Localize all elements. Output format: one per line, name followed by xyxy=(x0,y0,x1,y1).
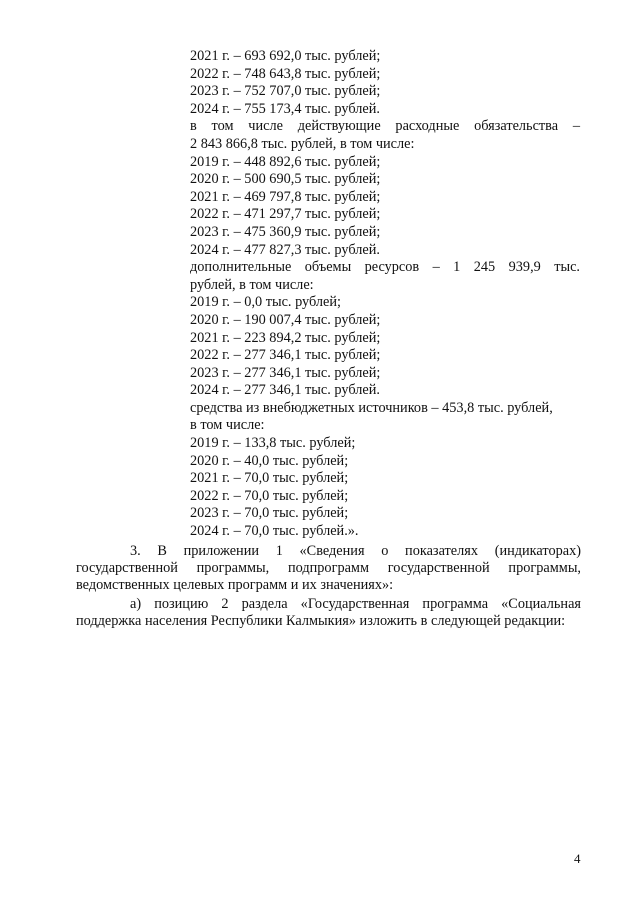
list-line: 2019 г. – 0,0 тыс. рублей; xyxy=(190,294,342,311)
paragraph-3: 3. В приложении 1 «Сведения о показателях (индикаторах) государственной программы, подпрограмм государственной программы, ведомственных целевых программ и их значениях»: xyxy=(76,543,581,594)
list-line: 2019 г. – 133,8 тыс. рублей; xyxy=(190,435,356,452)
list-line: 2022 г. – 748 643,8 тыс. рублей; xyxy=(190,65,381,82)
list-line: 2020 г. – 40,0 тыс. рублей; xyxy=(190,452,349,469)
list-line: 2024 г. – 277 346,1 тыс. рублей. xyxy=(190,382,380,399)
list-line: 2024 г. – 477 827,3 тыс. рублей. xyxy=(190,241,380,258)
list-line: 2021 г. – 693 692,0 тыс. рублей; xyxy=(190,48,381,64)
list-line: 2020 г. – 500 690,5 тыс. рублей; xyxy=(190,171,381,188)
additional-resources-total: рублей, в том числе: xyxy=(190,276,314,293)
list-line: 2023 г. – 475 360,9 тыс. рублей; xyxy=(190,223,381,240)
financing-list xyxy=(190,48,580,541)
list-line: 2023 г. – 277 346,1 тыс. рублей; xyxy=(190,364,381,381)
paragraph-a: а) позицию 2 раздела «Государственная программа «Социальная поддержка населения Республики Калмыкия» изложить в следующей редакции: xyxy=(76,596,581,630)
existing-obligations-total: 2 843 866,8 тыс. рублей, в том числе: xyxy=(190,135,415,152)
list-line: 2021 г. – 469 797,8 тыс. рублей; xyxy=(190,188,381,205)
list-line: 2021 г. – 70,0 тыс. рублей; xyxy=(190,470,349,487)
extrabudgetary-heading: средства из внебюджетных источников – 453,8 тыс. рублей, xyxy=(190,399,553,416)
list-line: 2019 г. – 448 892,6 тыс. рублей; xyxy=(190,153,381,170)
list-line: 2022 г. – 70,0 тыс. рублей; xyxy=(190,487,349,504)
existing-obligations-heading: в том числе действующие расходные обязательства – xyxy=(190,118,580,135)
list-line: 2024 г. – 755 173,4 тыс. рублей. xyxy=(190,100,380,117)
list-line: 2021 г. – 223 894,2 тыс. рублей; xyxy=(190,329,381,346)
list-line: 2023 г. – 752 707,0 тыс. рублей; xyxy=(190,83,381,100)
additional-resources-heading: дополнительные объемы ресурсов – 1 245 939,9 тыс. xyxy=(190,259,580,276)
list-line: 2024 г. – 70,0 тыс. рублей.». xyxy=(190,523,359,540)
list-line: 2020 г. – 190 007,4 тыс. рублей; xyxy=(190,311,381,328)
list-line: 2022 г. – 277 346,1 тыс. рублей; xyxy=(190,347,381,364)
list-line: 2022 г. – 471 297,7 тыс. рублей; xyxy=(190,206,381,223)
list-line: 2023 г. – 70,0 тыс. рублей; xyxy=(190,505,349,522)
extrabudgetary-total: в том числе: xyxy=(190,417,265,434)
page-number: 4 xyxy=(574,851,581,866)
